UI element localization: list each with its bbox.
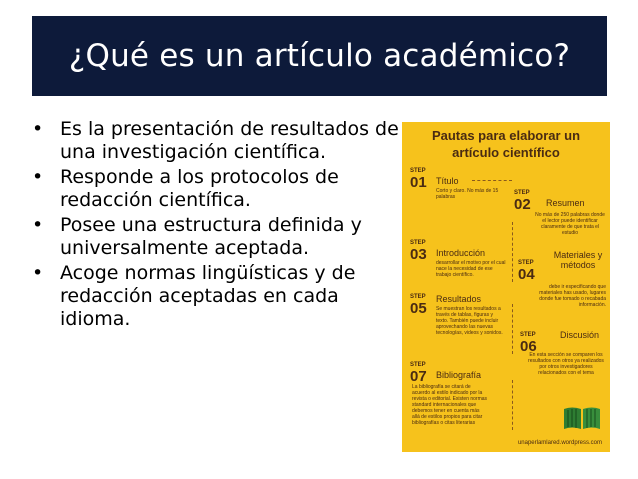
bullet-item: • Posee una estructura definida y universalmente aceptada. <box>30 214 405 260</box>
infographic-title-line1: Pautas para elaborar un <box>431 128 581 143</box>
step-title: Discusión <box>560 330 600 340</box>
step-label: STEP <box>514 190 530 196</box>
bullet-item: • Es la presentación de resultados de una investigación científica. <box>30 118 405 164</box>
bullet-list <box>30 118 405 333</box>
infographic-title-line2: artículo científico <box>452 145 560 160</box>
step-desc: Corto y claro. No más de 15 palabras <box>436 188 499 200</box>
step-desc: La bibliografía se citará de acuerdo al estilo indicado por la revista o editorial. Existen normas standard internacionales que debemos tener en cuenta más allá de estilos propios para citar bibliografías o citas literarias <box>412 384 488 426</box>
infographic-image <box>402 122 610 452</box>
step-number: 01 <box>410 174 427 191</box>
bullet-item: • Acoge normas lingüísticas y de redacción aceptadas en cada idioma. <box>30 262 405 331</box>
step-number: 03 <box>410 246 427 263</box>
step-label: STEP <box>410 294 426 300</box>
step-desc: En esta sección se comparen los resultados con otros ya realizados por otros investigadores relacionados con el tema <box>528 352 604 376</box>
step-title: Introducción <box>436 248 486 258</box>
step-number: 06 <box>520 338 537 355</box>
step-title: Bibliografía <box>436 370 482 380</box>
infographic-source: unaperlamlared.wordpress.com <box>517 440 602 446</box>
step-number: 07 <box>410 368 427 385</box>
step-desc: desarrollar el motivo por el cual nace la necesidad de ese trabajo científico. <box>436 260 506 278</box>
step-label: STEP <box>410 168 426 174</box>
step-label: STEP <box>410 240 426 246</box>
step-label: STEP <box>410 362 426 368</box>
title-bar <box>32 16 607 96</box>
step-desc: debe ir especificando que materiales has usado, lugares donde fue tomado o recabada información. <box>539 284 606 308</box>
book-icon <box>562 405 602 431</box>
step-number: 04 <box>518 266 535 283</box>
step-title: Materiales y métodos <box>553 250 603 270</box>
step-number: 05 <box>410 300 427 317</box>
step-label: STEP <box>518 260 534 266</box>
step-desc: Se muestran los resultados a través de tablas, figuras y texto. También puede incluir aprovechando las nuevas tecnologías, videos y sonidos. <box>436 306 503 336</box>
step-desc: No más de 250 palabras donde el lector puede identificar claramente de que trata el estudio <box>535 212 605 236</box>
step-label: STEP <box>520 332 536 338</box>
step-number: 02 <box>514 196 531 213</box>
bullet-item: • Responde a los protocolos de redacción científica. <box>30 166 405 212</box>
slide-title: ¿Qué es un artículo académico? <box>68 38 571 74</box>
step-title: Resultados <box>436 294 482 304</box>
step-title: Título <box>436 176 459 186</box>
step-title: Resumen <box>546 198 585 208</box>
